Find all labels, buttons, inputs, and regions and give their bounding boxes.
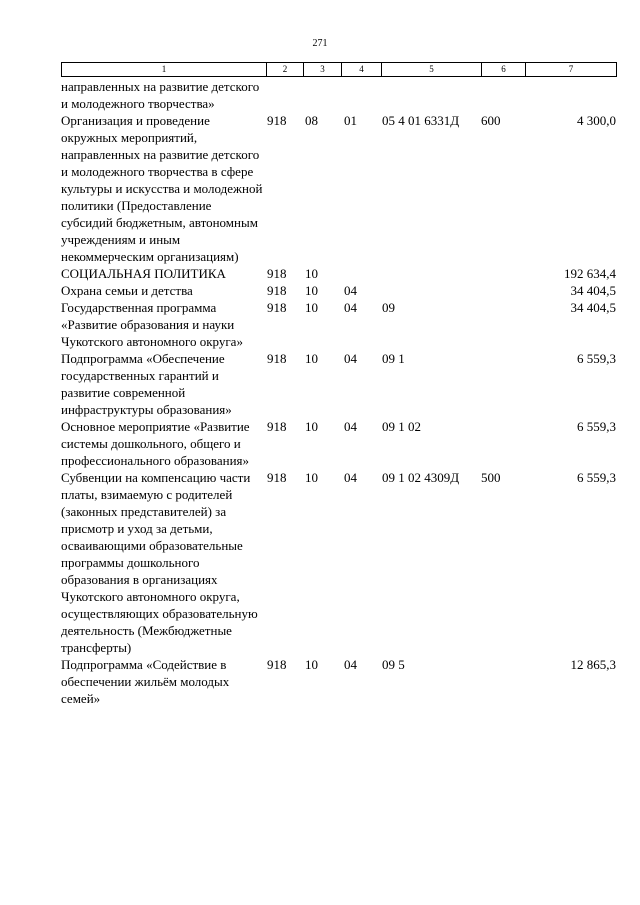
row-target-article: 09 1 xyxy=(382,351,405,366)
row-name: СОЦИАЛЬНАЯ ПОЛИТИКА xyxy=(61,266,226,281)
row-expense-type: 500 xyxy=(481,470,501,485)
row-name: направленных на развитие детского и молодежного творчества» xyxy=(61,79,260,111)
row-amount: 34 404,5 xyxy=(570,300,616,315)
table-row xyxy=(0,112,640,265)
row-amount: 12 865,3 xyxy=(570,657,616,672)
row-name: Подпрограмма «Содействие в обеспечении жильём молодых семей» xyxy=(61,657,230,706)
row-section: 08 xyxy=(305,113,318,128)
row-ministry: 918 xyxy=(267,419,287,434)
row-ministry: 918 xyxy=(267,113,287,128)
row-section: 10 xyxy=(305,283,318,298)
table-row xyxy=(0,299,640,350)
row-subsection: 04 xyxy=(344,283,357,298)
row-section: 10 xyxy=(305,351,318,366)
row-amount: 6 559,3 xyxy=(577,470,616,485)
header-col-5: 5 xyxy=(382,63,482,76)
page-number: 271 xyxy=(312,38,328,49)
row-name: Организация и проведение окружных мероприятий, направленных на развитие детского и молодежного творчества в сфере культуры и искусства и молодежной политики (Предоставление субсидий бюджетным, автономным учреждениям и иным некоммерческим организациям) xyxy=(61,113,263,264)
row-name: Основное мероприятие «Развитие системы дошкольного, общего и профессионального образования» xyxy=(61,419,250,468)
header-col-2: 2 xyxy=(267,63,304,76)
row-subsection: 04 xyxy=(344,470,357,485)
row-expense-type: 600 xyxy=(481,113,501,128)
header-col-1: 1 xyxy=(62,63,267,76)
row-amount: 192 634,4 xyxy=(564,266,616,281)
row-ministry: 918 xyxy=(267,266,287,281)
row-ministry: 918 xyxy=(267,283,287,298)
row-subsection: 01 xyxy=(344,113,357,128)
row-name: Государственная программа «Развитие образования и науки Чукотского автономного округа» xyxy=(61,300,243,349)
row-name: Подпрограмма «Обеспечение государственных гарантий и развитие современной инфраструктуры образования» xyxy=(61,351,232,417)
row-section: 10 xyxy=(305,419,318,434)
row-name: Охрана семьи и детства xyxy=(61,283,193,298)
row-target-article: 09 1 02 xyxy=(382,419,421,434)
row-subsection: 04 xyxy=(344,300,357,315)
row-amount: 6 559,3 xyxy=(577,419,616,434)
table-row xyxy=(0,265,640,282)
table-row xyxy=(0,350,640,418)
row-target-article: 09 xyxy=(382,300,395,315)
row-subsection: 04 xyxy=(344,657,357,672)
header-col-7: 7 xyxy=(568,64,574,74)
row-target-article: 09 1 02 4309Д xyxy=(382,470,460,485)
row-section: 10 xyxy=(305,266,318,281)
row-subsection: 04 xyxy=(344,419,357,434)
row-ministry: 918 xyxy=(267,351,287,366)
table-row xyxy=(0,282,640,299)
row-section: 10 xyxy=(305,657,318,672)
header-col-3: 3 xyxy=(304,63,342,76)
row-ministry: 918 xyxy=(267,657,287,672)
row-target-article: 05 4 01 6331Д xyxy=(382,113,460,128)
table-row xyxy=(0,78,640,112)
row-amount: 4 300,0 xyxy=(577,113,616,128)
header-col-4: 4 xyxy=(342,63,382,76)
table-header xyxy=(61,62,617,77)
row-name: Субвенции на компенсацию части платы, взимаемую с родителей (законных представителей) за присмотр и уход за детьми, осваивающими образовательные программы дошкольного образования в организациях Чукотского автономного округа, осуществляющих образовательную деятельность (Межбюджетные трансферты) xyxy=(61,470,258,655)
header-col-6: 6 xyxy=(482,63,526,76)
row-section: 10 xyxy=(305,470,318,485)
table-row xyxy=(0,469,640,656)
table-row xyxy=(0,656,640,707)
row-section: 10 xyxy=(305,300,318,315)
table-row xyxy=(0,418,640,469)
table-body xyxy=(0,78,640,707)
row-ministry: 918 xyxy=(267,470,287,485)
row-subsection: 04 xyxy=(344,351,357,366)
row-amount: 6 559,3 xyxy=(577,351,616,366)
row-amount: 34 404,5 xyxy=(570,283,616,298)
row-ministry: 918 xyxy=(267,300,287,315)
row-target-article: 09 5 xyxy=(382,657,405,672)
